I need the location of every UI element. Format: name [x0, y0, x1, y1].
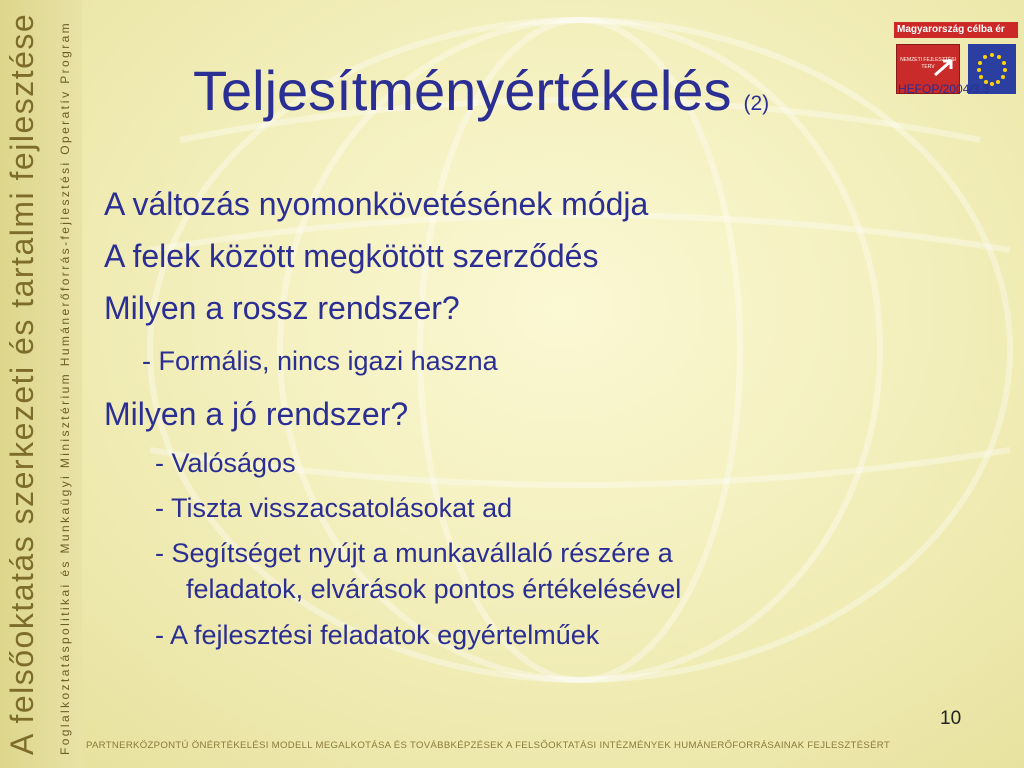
sub-bullet-line: - Valóságos	[155, 448, 296, 478]
sidebar-main-title: A felsőoktatás szerkezeti és tartalmi fejlesztése	[4, 12, 40, 755]
sidebar-sub-title: Foglalkoztatáspolitikai és Munkaügyi Minisztérium Humánerőforrás-fejlesztési Operatív Program	[58, 20, 72, 755]
logo-top-banner: Magyarország célba ér	[894, 22, 1018, 38]
bullet-line: Milyen a jó rendszer?	[104, 396, 409, 432]
sub-bullet-line: - Segítséget nyújt a munkavállaló részére a	[155, 538, 673, 568]
footer-text: PARTNERKÖZPONTÚ ÖNÉRTÉKELÉSI MODELL MEGALKOTÁSA ÉS TOVÁBBKÉPZÉSEK A FELSŐOKTATÁSI INTÉZMÉNYEK HUMÁNERŐFORRÁSAINAK FEJLESZTÉSÉRT	[86, 740, 891, 751]
arrow-icon	[933, 59, 955, 77]
nft-logo-text: NEMZETI FEJLESZTÉSI TERV	[900, 57, 956, 70]
sub-bullet-line: - A fejlesztési feladatok egyértelműek	[155, 620, 600, 650]
bullet-line: A változás nyomonkövetésének módja	[104, 186, 649, 222]
slide-title	[193, 58, 769, 123]
slide-title-text: Teljesítményértékelés	[193, 59, 732, 122]
sub-bullet-line-continuation: feladatok, elvárások pontos értékelésével	[186, 574, 682, 604]
sub-bullet-line: - Tiszta visszacsatolásokat ad	[155, 493, 513, 523]
bullet-line: A felek között megkötött szerződés	[104, 238, 599, 274]
page-number: 10	[940, 708, 962, 729]
logo-caption: HEFOP/2004/3.3	[898, 82, 990, 96]
bullet-line: Milyen a rossz rendszer?	[104, 290, 460, 326]
sub-bullet-line: - Formális, nincs igazi haszna	[142, 346, 498, 376]
slide-title-number: (2)	[743, 92, 770, 115]
